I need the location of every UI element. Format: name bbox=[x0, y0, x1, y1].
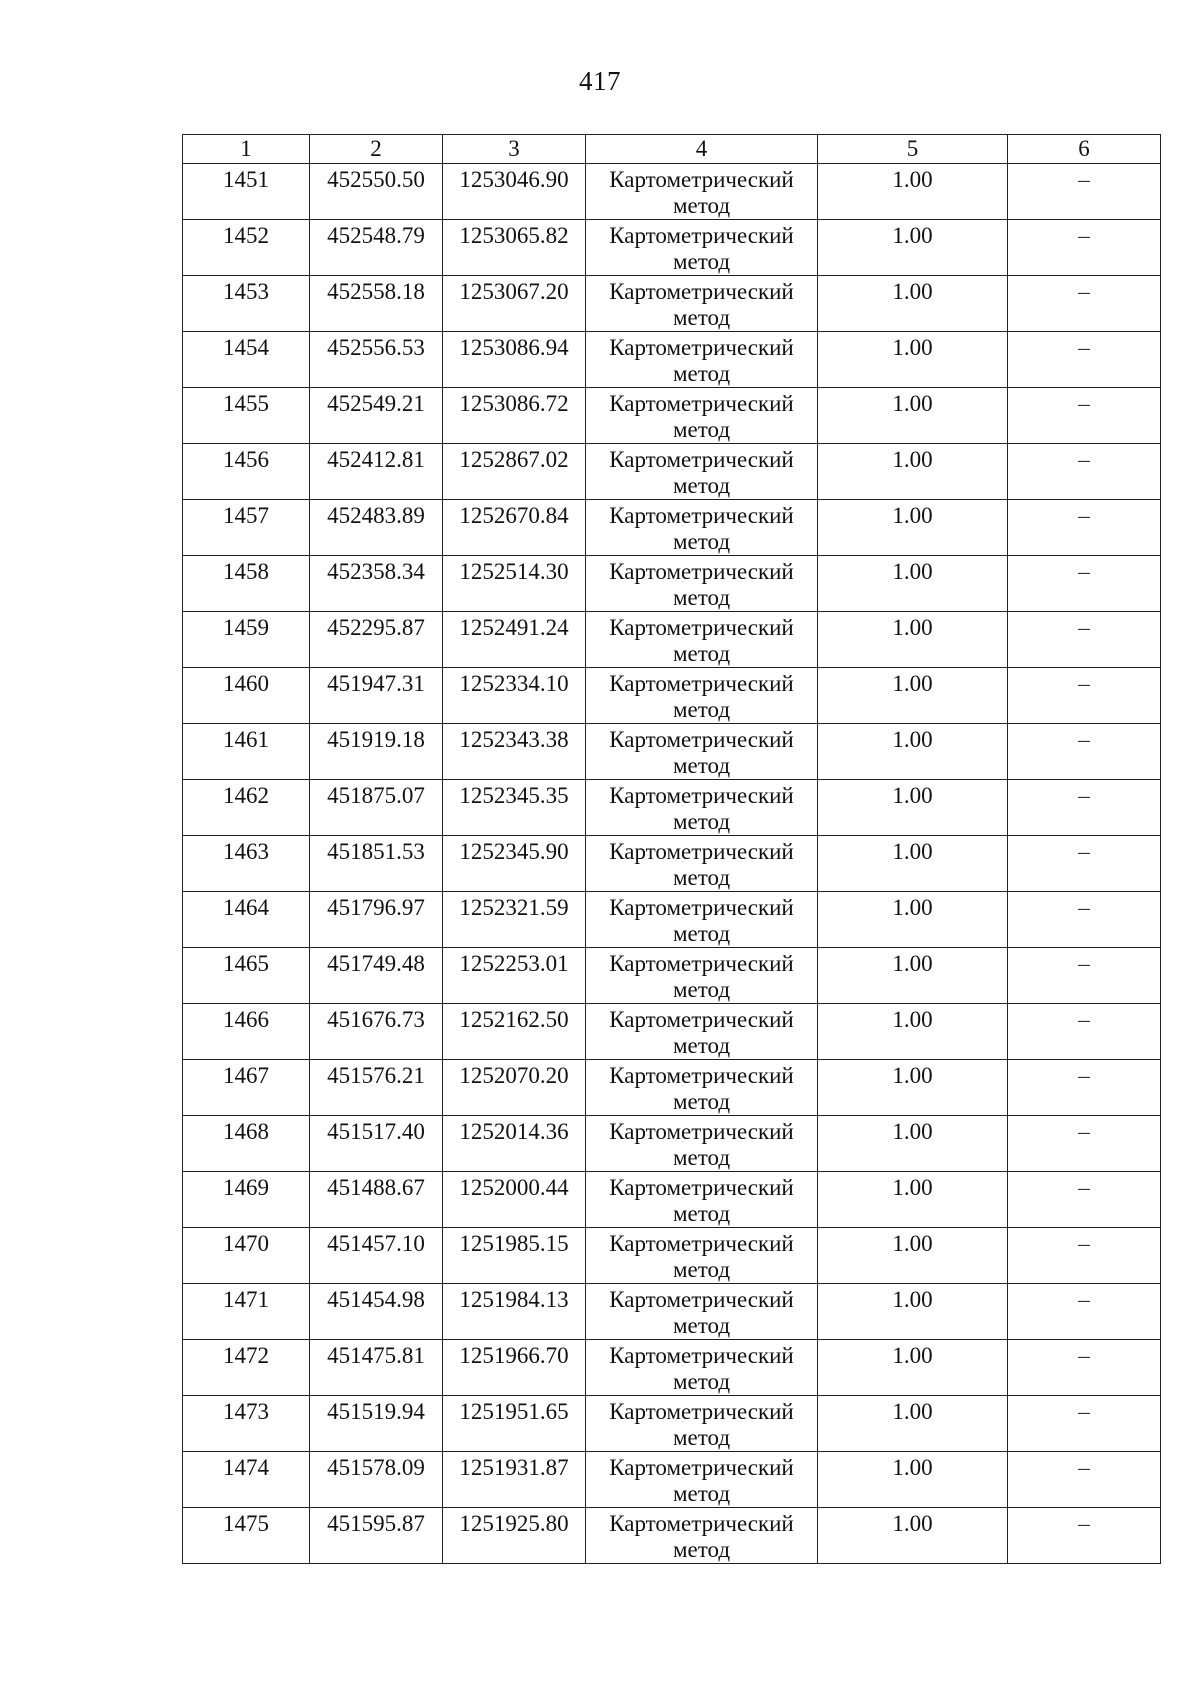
coordinate-y-cell: 1252514.30 bbox=[443, 556, 586, 612]
method-line-1: Картометрический bbox=[609, 335, 794, 360]
accuracy-cell: 1.00 bbox=[818, 276, 1008, 332]
coordinate-x-cell: 452295.87 bbox=[310, 612, 443, 668]
method-cell bbox=[586, 892, 818, 948]
coordinate-x-cell: 452483.89 bbox=[310, 500, 443, 556]
method-line-1: Картометрический bbox=[609, 391, 794, 416]
method-line-2: метод bbox=[672, 921, 731, 946]
accuracy-cell: 1.00 bbox=[818, 668, 1008, 724]
table-body bbox=[183, 164, 1161, 1564]
table-row bbox=[183, 948, 1161, 1004]
column-header: 3 bbox=[443, 135, 586, 164]
method-line-2: метод bbox=[672, 249, 731, 274]
accuracy-cell: 1.00 bbox=[818, 1060, 1008, 1116]
method-line-2: метод bbox=[672, 697, 731, 722]
table-row bbox=[183, 1060, 1161, 1116]
accuracy-cell: 1.00 bbox=[818, 1004, 1008, 1060]
method-line-2: метод bbox=[672, 1537, 731, 1562]
coordinate-x-cell: 451475.81 bbox=[310, 1340, 443, 1396]
coordinate-y-cell: 1252000.44 bbox=[443, 1172, 586, 1228]
coordinate-x-cell: 451796.97 bbox=[310, 892, 443, 948]
point-number-cell: 1470 bbox=[183, 1228, 310, 1284]
coordinate-y-cell: 1252867.02 bbox=[443, 444, 586, 500]
column-header: 5 bbox=[818, 135, 1008, 164]
page-number: 417 bbox=[579, 66, 621, 96]
coordinate-x-cell: 451517.40 bbox=[310, 1116, 443, 1172]
point-number-cell: 1468 bbox=[183, 1116, 310, 1172]
method-line-2: метод bbox=[672, 529, 731, 554]
method-cell bbox=[586, 948, 818, 1004]
table-row bbox=[183, 164, 1161, 220]
method-line-2: метод bbox=[672, 417, 731, 442]
method-line-2: метод bbox=[672, 193, 731, 218]
coordinate-y-cell: 1253086.94 bbox=[443, 332, 586, 388]
coordinate-y-cell: 1252345.90 bbox=[443, 836, 586, 892]
method-line-1: Картометрический bbox=[609, 167, 794, 192]
accuracy-cell: 1.00 bbox=[818, 724, 1008, 780]
coordinate-y-cell: 1251966.70 bbox=[443, 1340, 586, 1396]
method-cell bbox=[586, 332, 818, 388]
method-cell bbox=[586, 1172, 818, 1228]
description-cell: – bbox=[1008, 1060, 1161, 1116]
coordinate-y-cell: 1251951.65 bbox=[443, 1396, 586, 1452]
method-line-2: метод bbox=[672, 753, 731, 778]
accuracy-cell: 1.00 bbox=[818, 164, 1008, 220]
accuracy-cell: 1.00 bbox=[818, 332, 1008, 388]
table-row bbox=[183, 1116, 1161, 1172]
coordinate-y-cell: 1251925.80 bbox=[443, 1508, 586, 1564]
coordinate-y-cell: 1253067.20 bbox=[443, 276, 586, 332]
coordinate-x-cell: 451519.94 bbox=[310, 1396, 443, 1452]
accuracy-cell: 1.00 bbox=[818, 1284, 1008, 1340]
table-row bbox=[183, 444, 1161, 500]
method-line-1: Картометрический bbox=[609, 1007, 794, 1032]
coordinate-x-cell: 452358.34 bbox=[310, 556, 443, 612]
coordinate-x-cell: 451676.73 bbox=[310, 1004, 443, 1060]
point-number-cell: 1474 bbox=[183, 1452, 310, 1508]
method-line-1: Картометрический bbox=[609, 1343, 794, 1368]
method-cell bbox=[586, 1116, 818, 1172]
method-line-1: Картометрический bbox=[609, 951, 794, 976]
column-header: 1 bbox=[183, 135, 310, 164]
point-number-cell: 1454 bbox=[183, 332, 310, 388]
accuracy-cell: 1.00 bbox=[818, 556, 1008, 612]
description-cell: – bbox=[1008, 276, 1161, 332]
coordinate-y-cell: 1252070.20 bbox=[443, 1060, 586, 1116]
method-cell bbox=[586, 388, 818, 444]
accuracy-cell: 1.00 bbox=[818, 444, 1008, 500]
description-cell: – bbox=[1008, 332, 1161, 388]
coordinate-y-cell: 1253046.90 bbox=[443, 164, 586, 220]
table-row bbox=[183, 1284, 1161, 1340]
point-number-cell: 1451 bbox=[183, 164, 310, 220]
method-line-1: Картометрический bbox=[609, 671, 794, 696]
point-number-cell: 1456 bbox=[183, 444, 310, 500]
method-line-1: Картометрический bbox=[609, 1511, 794, 1536]
method-line-2: метод bbox=[672, 977, 731, 1002]
accuracy-cell: 1.00 bbox=[818, 1172, 1008, 1228]
method-cell bbox=[586, 1284, 818, 1340]
table-row bbox=[183, 612, 1161, 668]
description-cell: – bbox=[1008, 1004, 1161, 1060]
coordinate-y-cell: 1252343.38 bbox=[443, 724, 586, 780]
method-cell bbox=[586, 780, 818, 836]
description-cell: – bbox=[1008, 892, 1161, 948]
method-cell bbox=[586, 1396, 818, 1452]
point-number-cell: 1467 bbox=[183, 1060, 310, 1116]
description-cell: – bbox=[1008, 1284, 1161, 1340]
method-cell bbox=[586, 1508, 818, 1564]
method-line-1: Картометрический bbox=[609, 727, 794, 752]
method-cell bbox=[586, 836, 818, 892]
coordinate-x-cell: 451851.53 bbox=[310, 836, 443, 892]
method-line-2: метод bbox=[672, 1313, 731, 1338]
method-line-2: метод bbox=[672, 361, 731, 386]
method-line-2: метод bbox=[672, 1425, 731, 1450]
point-number-cell: 1466 bbox=[183, 1004, 310, 1060]
method-line-1: Картометрический bbox=[609, 447, 794, 472]
coordinate-y-cell: 1251984.13 bbox=[443, 1284, 586, 1340]
accuracy-cell: 1.00 bbox=[818, 1228, 1008, 1284]
coordinate-y-cell: 1252334.10 bbox=[443, 668, 586, 724]
method-line-1: Картометрический bbox=[609, 1455, 794, 1480]
table-row bbox=[183, 220, 1161, 276]
description-cell: – bbox=[1008, 1340, 1161, 1396]
coordinate-x-cell: 451875.07 bbox=[310, 780, 443, 836]
method-line-2: метод bbox=[672, 1481, 731, 1506]
table-row bbox=[183, 388, 1161, 444]
method-line-2: метод bbox=[672, 473, 731, 498]
description-cell: – bbox=[1008, 668, 1161, 724]
table-row bbox=[183, 1396, 1161, 1452]
method-line-2: метод bbox=[672, 1257, 731, 1282]
column-header: 4 bbox=[586, 135, 818, 164]
method-line-1: Картометрический bbox=[609, 895, 794, 920]
point-number-cell: 1465 bbox=[183, 948, 310, 1004]
point-number-cell: 1475 bbox=[183, 1508, 310, 1564]
coordinate-y-cell: 1252670.84 bbox=[443, 500, 586, 556]
method-cell bbox=[586, 556, 818, 612]
description-cell: – bbox=[1008, 1172, 1161, 1228]
method-line-1: Картометрический bbox=[609, 615, 794, 640]
accuracy-cell: 1.00 bbox=[818, 612, 1008, 668]
table-row bbox=[183, 500, 1161, 556]
accuracy-cell: 1.00 bbox=[818, 1508, 1008, 1564]
coordinate-y-cell: 1251985.15 bbox=[443, 1228, 586, 1284]
method-line-2: метод bbox=[672, 809, 731, 834]
table-row bbox=[183, 332, 1161, 388]
method-line-2: метод bbox=[672, 1089, 731, 1114]
coordinates-table bbox=[182, 134, 1161, 1564]
description-cell: – bbox=[1008, 612, 1161, 668]
method-cell bbox=[586, 612, 818, 668]
coordinate-y-cell: 1252345.35 bbox=[443, 780, 586, 836]
method-line-2: метод bbox=[672, 865, 731, 890]
point-number-cell: 1452 bbox=[183, 220, 310, 276]
table-row bbox=[183, 1340, 1161, 1396]
coordinate-x-cell: 452556.53 bbox=[310, 332, 443, 388]
coordinate-y-cell: 1251931.87 bbox=[443, 1452, 586, 1508]
method-line-1: Картометрический bbox=[609, 279, 794, 304]
description-cell: – bbox=[1008, 1396, 1161, 1452]
coordinate-x-cell: 451749.48 bbox=[310, 948, 443, 1004]
method-line-2: метод bbox=[672, 641, 731, 666]
point-number-cell: 1462 bbox=[183, 780, 310, 836]
table-row bbox=[183, 556, 1161, 612]
column-header: 6 bbox=[1008, 135, 1161, 164]
description-cell: – bbox=[1008, 500, 1161, 556]
accuracy-cell: 1.00 bbox=[818, 1340, 1008, 1396]
coordinate-y-cell: 1252162.50 bbox=[443, 1004, 586, 1060]
coordinate-y-cell: 1252014.36 bbox=[443, 1116, 586, 1172]
accuracy-cell: 1.00 bbox=[818, 1452, 1008, 1508]
point-number-cell: 1461 bbox=[183, 724, 310, 780]
method-line-2: метод bbox=[672, 1145, 731, 1170]
method-cell bbox=[586, 724, 818, 780]
description-cell: – bbox=[1008, 1228, 1161, 1284]
table-row bbox=[183, 1508, 1161, 1564]
coordinate-y-cell: 1252321.59 bbox=[443, 892, 586, 948]
method-cell bbox=[586, 500, 818, 556]
point-number-cell: 1463 bbox=[183, 836, 310, 892]
table-row bbox=[183, 724, 1161, 780]
accuracy-cell: 1.00 bbox=[818, 892, 1008, 948]
description-cell: – bbox=[1008, 164, 1161, 220]
point-number-cell: 1458 bbox=[183, 556, 310, 612]
table-row bbox=[183, 1004, 1161, 1060]
coordinate-x-cell: 452548.79 bbox=[310, 220, 443, 276]
method-line-1: Картометрический bbox=[609, 1063, 794, 1088]
coordinate-y-cell: 1252253.01 bbox=[443, 948, 586, 1004]
description-cell: – bbox=[1008, 220, 1161, 276]
point-number-cell: 1453 bbox=[183, 276, 310, 332]
description-cell: – bbox=[1008, 1452, 1161, 1508]
point-number-cell: 1460 bbox=[183, 668, 310, 724]
accuracy-cell: 1.00 bbox=[818, 1396, 1008, 1452]
point-number-cell: 1473 bbox=[183, 1396, 310, 1452]
method-line-2: метод bbox=[672, 1033, 731, 1058]
method-line-1: Картометрический bbox=[609, 839, 794, 864]
description-cell: – bbox=[1008, 1116, 1161, 1172]
method-line-1: Картометрический bbox=[609, 1399, 794, 1424]
accuracy-cell: 1.00 bbox=[818, 780, 1008, 836]
coordinate-x-cell: 452549.21 bbox=[310, 388, 443, 444]
table-row bbox=[183, 276, 1161, 332]
table-row bbox=[183, 892, 1161, 948]
method-cell bbox=[586, 444, 818, 500]
table-header-row bbox=[183, 135, 1161, 164]
method-line-1: Картометрический bbox=[609, 783, 794, 808]
coordinate-x-cell: 451457.10 bbox=[310, 1228, 443, 1284]
table-row bbox=[183, 1228, 1161, 1284]
point-number-cell: 1471 bbox=[183, 1284, 310, 1340]
coordinate-x-cell: 452412.81 bbox=[310, 444, 443, 500]
method-line-2: метод bbox=[672, 305, 731, 330]
accuracy-cell: 1.00 bbox=[818, 220, 1008, 276]
table-row bbox=[183, 1172, 1161, 1228]
coordinate-x-cell: 451454.98 bbox=[310, 1284, 443, 1340]
coordinate-x-cell: 451578.09 bbox=[310, 1452, 443, 1508]
point-number-cell: 1464 bbox=[183, 892, 310, 948]
coordinate-x-cell: 452550.50 bbox=[310, 164, 443, 220]
coordinate-y-cell: 1252491.24 bbox=[443, 612, 586, 668]
accuracy-cell: 1.00 bbox=[818, 500, 1008, 556]
coordinate-x-cell: 451947.31 bbox=[310, 668, 443, 724]
description-cell: – bbox=[1008, 1508, 1161, 1564]
accuracy-cell: 1.00 bbox=[818, 948, 1008, 1004]
method-cell bbox=[586, 1228, 818, 1284]
description-cell: – bbox=[1008, 388, 1161, 444]
method-line-2: метод bbox=[672, 585, 731, 610]
description-cell: – bbox=[1008, 836, 1161, 892]
table-row bbox=[183, 1452, 1161, 1508]
coordinate-x-cell: 451919.18 bbox=[310, 724, 443, 780]
point-number-cell: 1472 bbox=[183, 1340, 310, 1396]
description-cell: – bbox=[1008, 948, 1161, 1004]
method-cell bbox=[586, 668, 818, 724]
method-cell bbox=[586, 1004, 818, 1060]
method-line-1: Картометрический bbox=[609, 1287, 794, 1312]
method-cell bbox=[586, 1060, 818, 1116]
point-number-cell: 1459 bbox=[183, 612, 310, 668]
description-cell: – bbox=[1008, 724, 1161, 780]
accuracy-cell: 1.00 bbox=[818, 836, 1008, 892]
table-row bbox=[183, 668, 1161, 724]
coordinate-x-cell: 451595.87 bbox=[310, 1508, 443, 1564]
table-row bbox=[183, 836, 1161, 892]
coordinate-y-cell: 1253065.82 bbox=[443, 220, 586, 276]
coordinate-x-cell: 451576.21 bbox=[310, 1060, 443, 1116]
method-line-2: метод bbox=[672, 1201, 731, 1226]
description-cell: – bbox=[1008, 556, 1161, 612]
method-line-1: Картометрический bbox=[609, 223, 794, 248]
column-header: 2 bbox=[310, 135, 443, 164]
point-number-cell: 1455 bbox=[183, 388, 310, 444]
method-cell bbox=[586, 276, 818, 332]
method-cell bbox=[586, 1452, 818, 1508]
point-number-cell: 1457 bbox=[183, 500, 310, 556]
method-cell bbox=[586, 1340, 818, 1396]
method-line-1: Картометрический bbox=[609, 1175, 794, 1200]
method-line-1: Картометрический bbox=[609, 503, 794, 528]
accuracy-cell: 1.00 bbox=[818, 388, 1008, 444]
method-line-1: Картометрический bbox=[609, 1119, 794, 1144]
point-number-cell: 1469 bbox=[183, 1172, 310, 1228]
coordinate-x-cell: 452558.18 bbox=[310, 276, 443, 332]
method-cell bbox=[586, 220, 818, 276]
description-cell: – bbox=[1008, 780, 1161, 836]
method-line-2: метод bbox=[672, 1369, 731, 1394]
coordinate-y-cell: 1253086.72 bbox=[443, 388, 586, 444]
accuracy-cell: 1.00 bbox=[818, 1116, 1008, 1172]
description-cell: – bbox=[1008, 444, 1161, 500]
method-cell bbox=[586, 164, 818, 220]
table-row bbox=[183, 780, 1161, 836]
method-line-1: Картометрический bbox=[609, 559, 794, 584]
method-line-1: Картометрический bbox=[609, 1231, 794, 1256]
coordinate-x-cell: 451488.67 bbox=[310, 1172, 443, 1228]
